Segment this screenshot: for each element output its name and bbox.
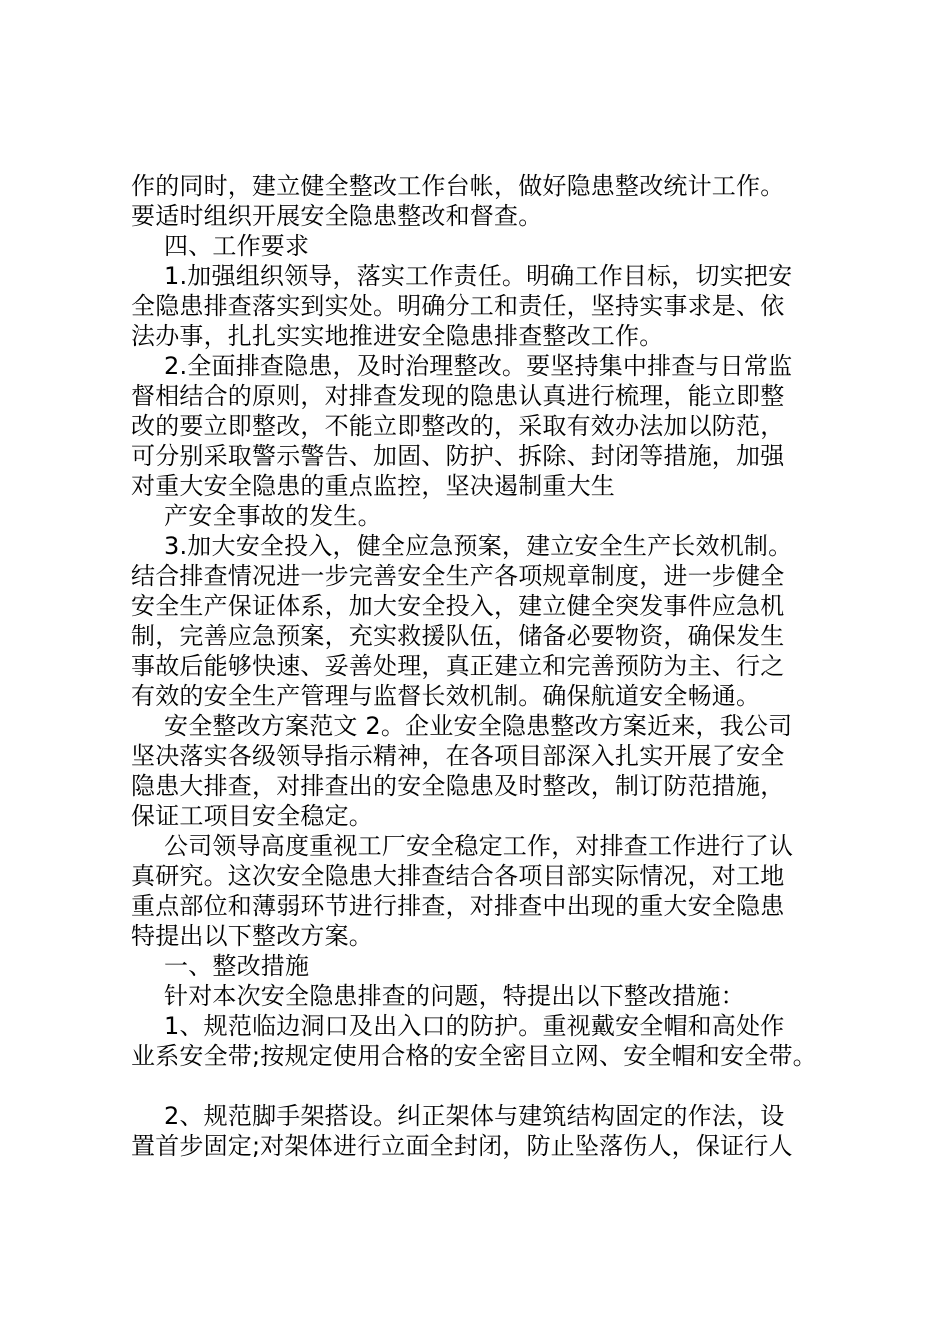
text-line: 隐患大排查，对排查出的安全隐患及时整改，制订防范措施， (131, 772, 785, 800)
text-line: 坚决落实各级领导指示精神，在各项目部深入扎实开展了安全 (131, 742, 785, 770)
text-line: 一、整改措施 (164, 952, 310, 980)
text-line: 1.加强组织领导，落实工作责任。明确工作目标，切实把安 (164, 262, 793, 290)
text-line: 真研究。这次安全隐患大排查结合各项目部实际情况，对工地 (131, 862, 785, 890)
text-line: 置首步固定;对架体进行立面全封闭，防止坠落伤人，保证行人 (131, 1132, 793, 1160)
text-line: 制，完善应急预案，充实救援队伍，储备必要物资，确保发生 (131, 622, 785, 650)
text-line: 要适时组织开展安全隐患整改和督查。 (131, 202, 543, 230)
blank-line (131, 1071, 831, 1101)
text-line: 2.全面排查隐患，及时治理整改。要坚持集中排查与日常监 (164, 352, 793, 380)
text-line: 改的要立即整改，不能立即整改的，采取有效办法加以防范， (131, 412, 785, 440)
text-line: 安全生产保证体系，加大安全投入，建立健全突发事件应急机 (131, 592, 785, 620)
text-line: 有效的安全生产管理与监督长效机制。确保航道安全畅通。 (131, 682, 761, 710)
text-line: 2、规范脚手架搭设。纠正架体与建筑结构固定的作法，设 (164, 1102, 785, 1130)
text-line: 针对本次安全隐患排查的问题，特提出以下整改措施： (164, 982, 745, 1010)
text-line: 结合排查情况进一步完善安全生产各项规章制度，进一步健全 (131, 562, 785, 590)
text-line: 法办事，扎扎实实地推进安全隐患排查整改工作。 (131, 322, 664, 350)
text-line: 特提出以下整改方案。 (131, 922, 373, 950)
text-line: 事故后能够快速、妥善处理，真正建立和完善预防为主、行之 (131, 652, 785, 680)
text-line: 作的同时，建立健全整改工作台帐，做好隐患整改统计工作。 (131, 172, 785, 200)
document-body (131, 171, 831, 1161)
text-line: 重点部位和薄弱环节进行排查，对排查中出现的重大安全隐患 (131, 892, 785, 920)
text-line: 可分别采取警示警告、加固、防护、拆除、封闭等措施，加强 (131, 442, 785, 470)
text-line: 安全整改方案范文 2。企业安全隐患整改方案近来，我公司 (164, 712, 793, 740)
text-line: 对重大安全隐患的重点监控，坚决遏制重大生 (131, 472, 615, 500)
text-line: 督相结合的原则，对排查发现的隐患认真进行梳理，能立即整 (131, 382, 785, 410)
text-line: 产安全事故的发生。 (164, 502, 382, 530)
text-line: 业系安全带;按规定使用合格的安全密目立网、安全帽和安全带。 (131, 1042, 817, 1070)
text-line: 公司领导高度重视工厂安全稳定工作，对排查工作进行了认 (164, 832, 794, 860)
text-line: 全隐患排查落实到实处。明确分工和责任，坚持实事求是、依 (131, 292, 785, 320)
text-line: 1、规范临边洞口及出入口的防护。重视戴安全帽和高处作 (164, 1012, 785, 1040)
text-line: 保证工项目安全稳定。 (131, 802, 373, 830)
text-line: 四、工作要求 (164, 232, 310, 260)
text-line: 3.加大安全投入，健全应急预案，建立安全生产长效机制。 (164, 532, 793, 560)
